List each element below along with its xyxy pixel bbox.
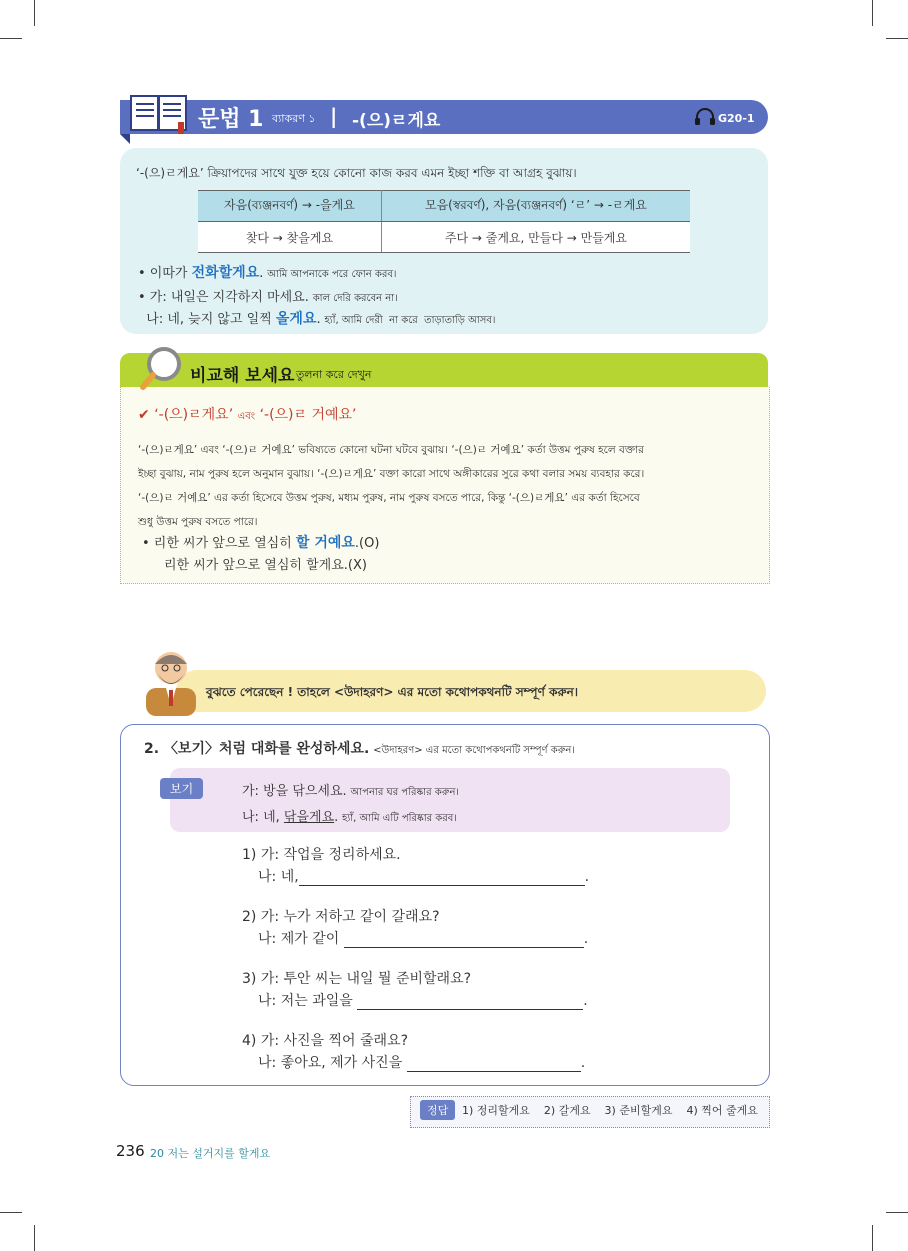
sample-answer-text: . bbox=[334, 810, 339, 825]
answer-key-text: 1) 정리할게요 2) 갈게요 3) 준비할게요 4) 찍어 줄게요 bbox=[462, 1104, 758, 1117]
question-item: 3) 가: 투안 씨는 내일 뭘 준비할래요? bbox=[242, 971, 472, 987]
crop-mark bbox=[886, 38, 908, 39]
compare-paragraph-line: ইচ্ছা বুঝায়, নাম পুরুষ হলে অনুমান বুঝায়। ‘-(으)ㄹ게요’ বক্তা কারো সাথে অঙ্গীকারের সুরে কথা বলার সময় ব্যবহার করে। bbox=[138, 468, 645, 480]
question-item: 2) 가: 누가 저하고 같이 갈래요? bbox=[242, 909, 440, 925]
book-icon bbox=[128, 92, 192, 136]
crop-mark bbox=[34, 0, 35, 26]
crop-mark bbox=[0, 1212, 22, 1213]
compare-paragraph-line: ‘-(으)ㄹ 거예요’ এর কর্তা হিসেবে উত্তম পুরুষ, মধ্যম পুরুষ, নাম পুরুষ বসতে পারে, কিন্তু ‘-(으)ㄹ게요’ এর কর্তা হিসেবে bbox=[138, 492, 640, 504]
example-text: • 가: 내일은 지각하지 마세요. bbox=[138, 290, 309, 305]
answer-period: . bbox=[584, 869, 590, 885]
answer-blank[interactable] bbox=[299, 871, 585, 886]
compare-subtitle: তুলনা করে দেখুন bbox=[296, 368, 372, 381]
grammar-example bbox=[138, 308, 496, 330]
answer-period: . bbox=[583, 993, 588, 1009]
example-text: • 이따가 bbox=[138, 266, 192, 281]
sample-answer bbox=[242, 806, 457, 828]
compare-paragraph bbox=[138, 438, 644, 534]
grammar-separator: | bbox=[330, 104, 338, 128]
exercise-title bbox=[144, 738, 575, 760]
grammar-example bbox=[138, 262, 397, 284]
answer-period: . bbox=[580, 1055, 586, 1071]
grammar-explanation: ‘-(으)ㄹ게요’ ক্রিয়াপদের সাথে যুক্ত হয়ে কোনো কাজ করব এমন ইচ্ছা শক্তি বা আগ্রহ বুঝায়। bbox=[136, 166, 577, 180]
conjugation-table bbox=[198, 190, 690, 253]
crop-mark bbox=[34, 1225, 35, 1251]
answer-prompt: 나: 네, bbox=[258, 869, 299, 885]
instruction-text: বুঝতে পেরেছেন ! তাহলে <উদাহরণ> এর মতো কথোপকথনটি সম্পূর্ণ করুন। bbox=[206, 685, 579, 699]
compare-heading-mid: এবং bbox=[237, 411, 256, 422]
example-translation: কাল দেরি করবেন না। bbox=[312, 293, 398, 304]
table-cell: 주다 → 줄게요, 만들다 → 만들게요 bbox=[381, 222, 690, 253]
crop-mark bbox=[872, 0, 873, 26]
table-header: 모음(স্বরবর্ণ), 자음(ব্যঞ্জনবর্ণ) ‘ㄹ’ → -ㄹ게요 bbox=[381, 191, 690, 222]
compare-paragraph-line: শুধু উত্তম পুরুষ বসতে পারে। bbox=[138, 516, 258, 528]
compare-title: 비교해 보세요 bbox=[190, 366, 295, 386]
answer-prompt: 나: 좋아요, 제가 사진을 bbox=[258, 1055, 403, 1071]
answer-period: . bbox=[583, 931, 589, 947]
sample-question-translation: আপনার ঘর পরিষ্কার করুন। bbox=[350, 787, 459, 798]
answer-blank[interactable] bbox=[344, 933, 584, 948]
answer-prompt: 나: 저는 과일을 bbox=[258, 993, 353, 1009]
compare-paragraph-line: ‘-(으)ㄹ게요’ এবং ‘-(으)ㄹ 거예요’ ভবিষ্যতে কোনো ঘটনা ঘটবে বুঝায়। ‘-(으)ㄹ 거예요’ কর্তা উত্তম পুরুষ হলে বক্তার bbox=[138, 444, 644, 456]
example-text: 나: 네, 늦지 않고 일찍 bbox=[138, 312, 276, 327]
question-item: 4) 가: 사진을 찍어 줄래요? bbox=[242, 1033, 409, 1049]
answer-key-label: 정답 bbox=[420, 1100, 455, 1120]
sample-answer-highlight: 닦을게요 bbox=[283, 810, 335, 825]
compare-heading-b: ‘-(으)ㄹ 거예요’ bbox=[259, 407, 357, 423]
grammar-subtitle: ব্যাকরণ ১ bbox=[272, 112, 316, 125]
chapter-title: 20 저는 설거지를 할게요 bbox=[150, 1147, 271, 1160]
sample-label: 보기 bbox=[160, 778, 203, 799]
check-icon: ✔ bbox=[138, 407, 150, 423]
exercise-title-text: 2. 〈보기〉처럼 대화를 완성하세요. bbox=[144, 741, 370, 757]
compare-heading bbox=[138, 404, 357, 426]
page-number: 236 bbox=[116, 1142, 145, 1160]
grammar-title: 문법 1 bbox=[198, 107, 264, 132]
exercise-title-translation: <উদাহরণ> এর মতো কথোপকথনটি সম্পূর্ণ করুন। bbox=[373, 745, 575, 756]
question-item: 1) 가: 작업을 정리하세요. bbox=[242, 847, 401, 863]
answer-line[interactable] bbox=[258, 928, 588, 948]
table-cell: 찾다 → 찾을게요 bbox=[198, 222, 381, 253]
compare-heading-a: ‘-(으)ㄹ게요’ bbox=[154, 407, 234, 423]
table-header: 자음(ব্যঞ্জনবর্ণ) → -을게요 bbox=[198, 191, 381, 222]
sample-answer-text: 나: 네, bbox=[242, 810, 284, 825]
sample-answer-translation: হ্যাঁ, আমি এটি পরিষ্কার করব। bbox=[342, 813, 457, 824]
grammar-pattern: -(으)ㄹ게요 bbox=[352, 111, 441, 131]
crop-mark bbox=[872, 1225, 873, 1251]
example-translation: হ্যাঁ, আমি দেরী না করে তাড়াতাড়ি আসব। bbox=[324, 315, 496, 326]
example-translation: আমি আপনাকে পরে ফোন করব। bbox=[267, 269, 397, 280]
compare-example bbox=[142, 532, 379, 552]
answer-line[interactable] bbox=[258, 1052, 585, 1072]
answer-line[interactable] bbox=[258, 990, 588, 1010]
grammar-example bbox=[138, 286, 398, 308]
answer-line[interactable] bbox=[258, 866, 589, 886]
answer-blank[interactable] bbox=[357, 995, 583, 1010]
example-text: . bbox=[259, 266, 264, 281]
answer-blank[interactable] bbox=[407, 1057, 581, 1072]
crop-mark bbox=[0, 38, 22, 39]
example-highlight: 올게요 bbox=[275, 311, 317, 327]
example-highlight: 할 거예요 bbox=[295, 535, 355, 551]
headphones-icon[interactable] bbox=[694, 108, 716, 126]
compare-example: 리한 씨가 앞으로 열심히 할게요.(X) bbox=[164, 558, 367, 573]
teacher-avatar bbox=[138, 644, 204, 716]
example-text: • 리한 씨가 앞으로 열심히 bbox=[142, 536, 296, 551]
answer-prompt: 나: 제가 같이 bbox=[258, 931, 340, 947]
magnifier-icon bbox=[138, 345, 186, 393]
example-text: .(O) bbox=[354, 536, 380, 551]
sample-question-text: 가: 방을 닦으세요. bbox=[242, 784, 347, 799]
crop-mark bbox=[886, 1212, 908, 1213]
audio-track-code[interactable]: G20-1 bbox=[718, 112, 755, 125]
example-text: . bbox=[316, 312, 321, 327]
sample-question bbox=[242, 780, 459, 802]
example-highlight: 전화할게요 bbox=[191, 265, 260, 281]
